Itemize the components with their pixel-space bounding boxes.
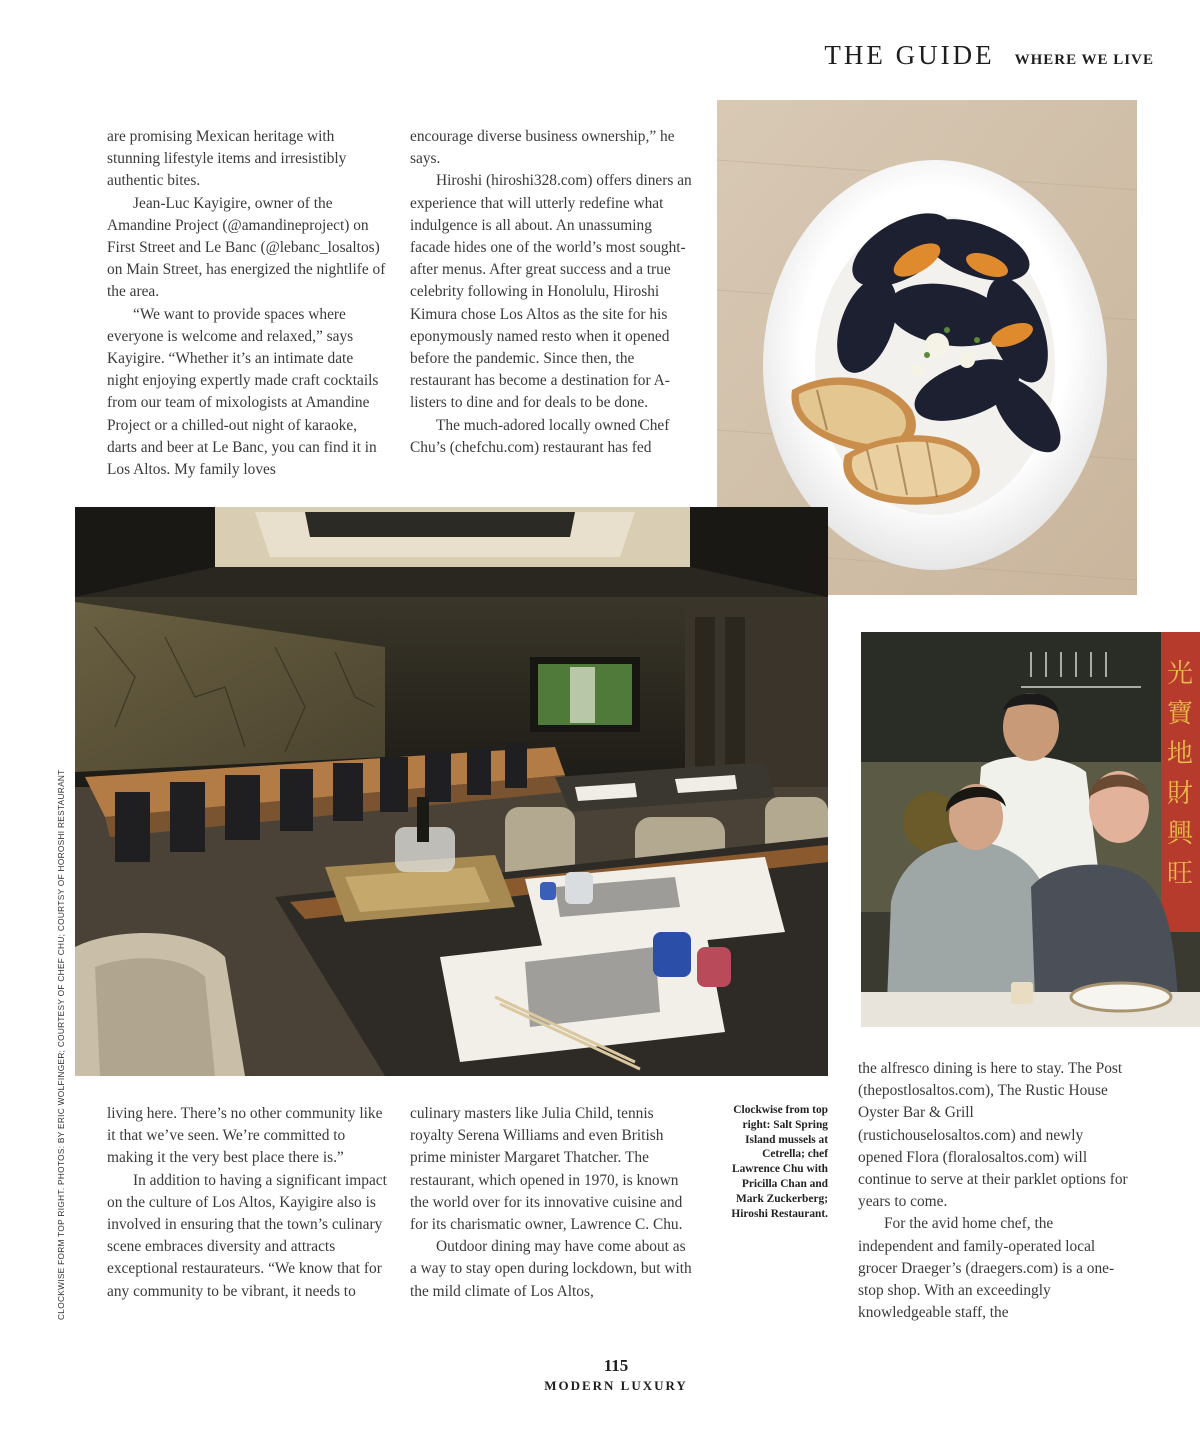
paragraph: Outdoor dining may have come about as a way to stay open during lockdown, but with the mild climate of Los Altos, bbox=[410, 1238, 692, 1300]
magazine-name: MODERN LUXURY bbox=[544, 1378, 688, 1393]
sign-char: 興 bbox=[1167, 819, 1194, 849]
text-column-3 bbox=[858, 1058, 1130, 1324]
text-column-1-bottom bbox=[107, 1103, 387, 1303]
paragraph: The much-adored locally owned Chef Chu’s (chefchu.com) restaurant has fed bbox=[410, 416, 670, 456]
paragraph: “We want to provide spaces where everyone is welcome and relaxed,” says Kayigire. “Whether it’s an intimate date night enjoying expertly made craft cocktails from our team of mixologists at Amandine Project or a chilled-out night of karaoke, darts and beer at Le Banc, you can find it in Los Altos. My family loves bbox=[107, 305, 379, 479]
sign-char: 旺 bbox=[1167, 859, 1194, 889]
chef-chu-photo bbox=[861, 632, 1200, 1027]
paragraph: are promising Mexican heritage with stunning lifestyle items and irresistibly authentic bites. bbox=[107, 128, 347, 190]
sign-char: 地 bbox=[1167, 739, 1194, 769]
text-column-2-bottom bbox=[410, 1103, 695, 1303]
section-header bbox=[824, 40, 1154, 71]
paragraph: living here. There’s no other community like it that we’ve seen. We’re committed to making it the very best place there is.” bbox=[107, 1105, 383, 1167]
sign-char: 光 bbox=[1167, 659, 1194, 689]
restaurant-interior-image bbox=[75, 507, 828, 1076]
photo-credit: CLOCKWISE FORM TOP RIGHT. PHOTOS: BY ERIC WOLFINGER; COURTESY OF CHEF CHU; COURTSY OF HOROSHI RESTAURANT bbox=[56, 769, 66, 1320]
page-number: 115 bbox=[603, 1356, 629, 1375]
paragraph: For the avid home chef, the independent and family-operated local grocer Draeger’s (draegers.com) is a one-stop shop. With an exceedingly knowledgeable staff, the bbox=[858, 1215, 1115, 1322]
restaurant-interior-photo bbox=[75, 507, 828, 1076]
paragraph: the alfresco dining is here to stay. The Post (thepostlosaltos.com), The Rustic House Oyster Bar & Grill (rustichouselosaltos.com) and newly opened Flora (floralosaltos.com) will continue to serve at their parklet options for years to come. bbox=[858, 1060, 1128, 1211]
photo-caption: Clockwise from top right: Salt Spring Island mussels at Cetrella; chef Lawrence Chu with Pricilla Chan and Mark Zuckerberg; Hiroshi Restaurant. bbox=[731, 1104, 828, 1220]
section-title: THE GUIDE bbox=[824, 40, 995, 70]
paragraph: Jean-Luc Kayigire, owner of the Amandine Project (@amandineproject) on First Street and Le Banc (@lebanc_losaltos) on Main Street, has energized the nightlife of the area. bbox=[107, 194, 386, 301]
page-footer bbox=[540, 1356, 692, 1394]
paragraph: culinary masters like Julia Child, tennis royalty Serena Williams and even British prime minister Margaret Thatcher. The restaurant, which opened in 1970, is known the world over for its innovative cuisine and for its charismatic owner, Lawrence C. Chu. bbox=[410, 1105, 683, 1234]
paragraph: Hiroshi (hiroshi328.com) offers diners an experience that will utterly redefine what indulgence is all about. An unassuming facade hides one of the world’s most sought-after menus. After great success and a true celebrity following in Honolulu, Hiroshi Kimura chose Los Altos as the site for his eponymously named resto when it opened before the pandemic. Since then, the restaurant has become a destination for A-listers to dine and for deals to be done. bbox=[410, 172, 692, 412]
section-subtitle: WHERE WE LIVE bbox=[1014, 52, 1154, 68]
text-column-2-top bbox=[410, 126, 692, 459]
sign-char: 財 bbox=[1167, 779, 1194, 809]
chef-chu-image bbox=[861, 632, 1200, 1027]
paragraph: encourage diverse business ownership,” he says. bbox=[410, 128, 675, 168]
sign-char: 寶 bbox=[1167, 699, 1194, 729]
text-column-1-top bbox=[107, 126, 387, 481]
paragraph: In addition to having a significant impact on the culture of Los Altos, Kayigire also is involved in ensuring that the town’s culinary scene embraces diversity and attracts exceptional restaurateurs. “We know that for any community to be vibrant, it needs to bbox=[107, 1171, 387, 1300]
